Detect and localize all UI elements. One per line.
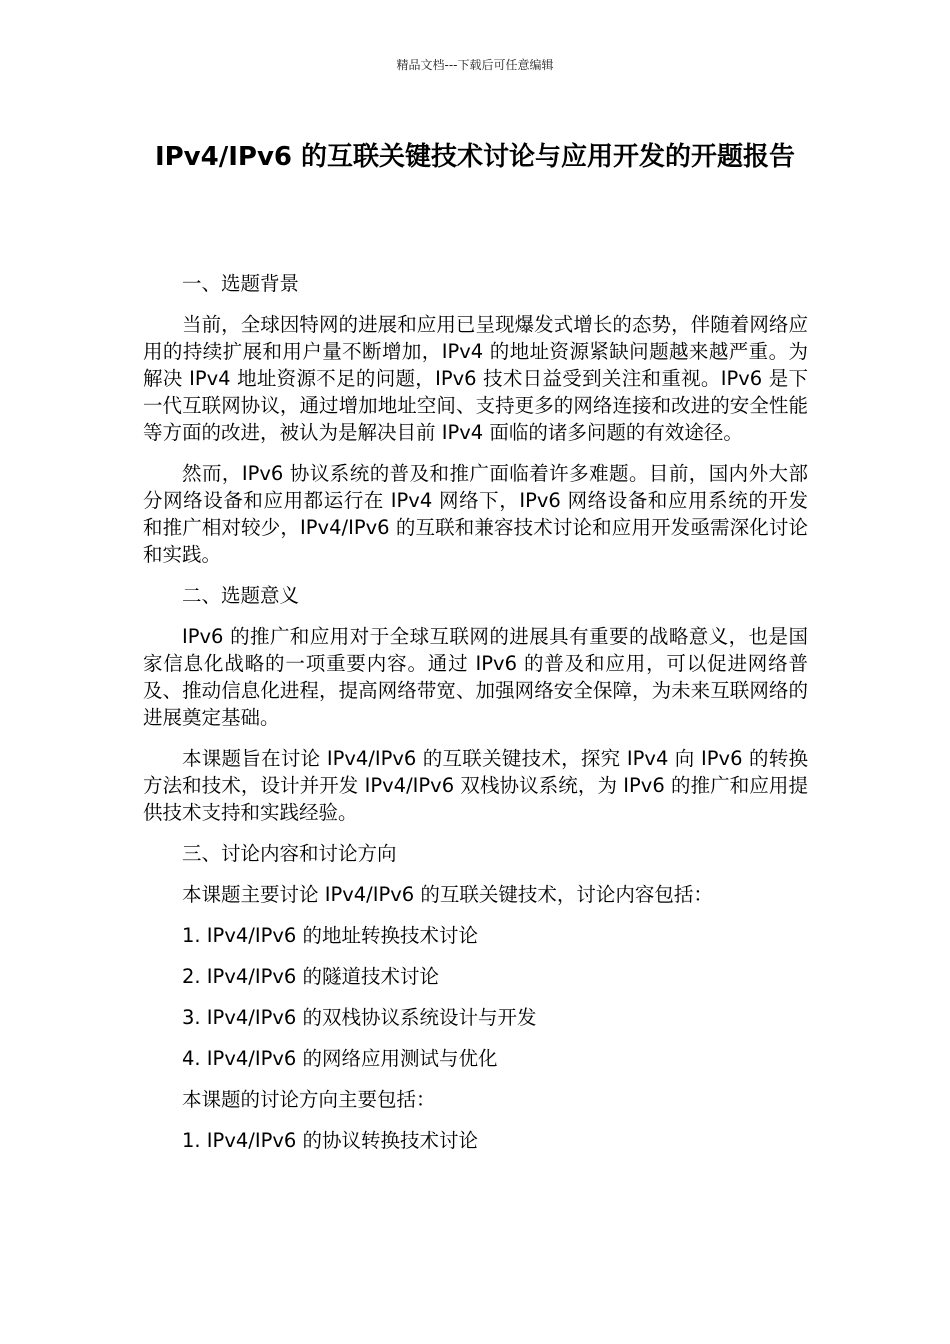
background-paragraph-2: 然而，IPv6 协议系统的普及和推广面临着许多难题。目前，国内外大部分网络设备和应用都运行在 IPv4 网络下，IPv6 网络设备和应用系统的开发和推广相对较少，IPv4/IPv6 的互联和兼容技术讨论和应用开发亟需深化讨论和实践。 xyxy=(143,462,808,566)
document-title: IPv4/IPv6 的互联关键技术讨论与应用开发的开题报告 xyxy=(154,142,796,172)
research-content-item: 2. IPv4/IPv6 的隧道技术讨论 xyxy=(182,965,439,988)
section-heading-research: 三、讨论内容和讨论方向 xyxy=(182,842,397,865)
section-heading-background: 一、选题背景 xyxy=(182,272,300,295)
research-content-item: 1. IPv4/IPv6 的地址转换技术讨论 xyxy=(182,924,478,947)
background-paragraph-1: 当前，全球因特网的进展和应用已呈现爆发式增长的态势，伴随着网络应用的持续扩展和用户量不断增加，IPv4 的地址资源紧缺问题越来越严重。为解决 IPv4 地址资源不足的问题，IPv6 技术日益受到关注和重视。IPv6 是下一代互联网协议，通过增加地址空间、支持更多的网络连接和改进的安全性能等方面的改进，被认为是解决目前 IPv4 面临的诸多问题的有效途径。 xyxy=(143,313,808,444)
significance-paragraph-2: 本课题旨在讨论 IPv4/IPv6 的互联关键技术，探究 IPv4 向 IPv6 的转换方法和技术，设计并开发 IPv4/IPv6 双栈协议系统，为 IPv6 的推广和应用提供技术支持和实践经验。 xyxy=(143,747,808,824)
significance-paragraph-1: IPv6 的推广和应用对于全球互联网的进展具有重要的战略意义，也是国家信息化战略的一项重要内容。通过 IPv6 的普及和应用，可以促进网络普及、推动信息化进程，提高网络带宽、加强网络安全保障，为未来互联网络的进展奠定基础。 xyxy=(143,625,808,729)
page-header: 精品文档---下载后可任意编辑 xyxy=(396,58,554,72)
section-heading-significance: 二、选题意义 xyxy=(182,584,300,607)
research-content-item: 3. IPv4/IPv6 的双栈协议系统设计与开发 xyxy=(182,1006,537,1029)
research-direction-item: 1. IPv4/IPv6 的协议转换技术讨论 xyxy=(182,1129,478,1152)
research-content-item: 4. IPv4/IPv6 的网络应用测试与优化 xyxy=(182,1047,498,1070)
research-content-intro: 本课题主要讨论 IPv4/IPv6 的互联关键技术，讨论内容包括： xyxy=(182,883,713,906)
document-body xyxy=(143,270,808,1168)
research-direction-intro: 本课题的讨论方向主要包括： xyxy=(182,1088,436,1111)
